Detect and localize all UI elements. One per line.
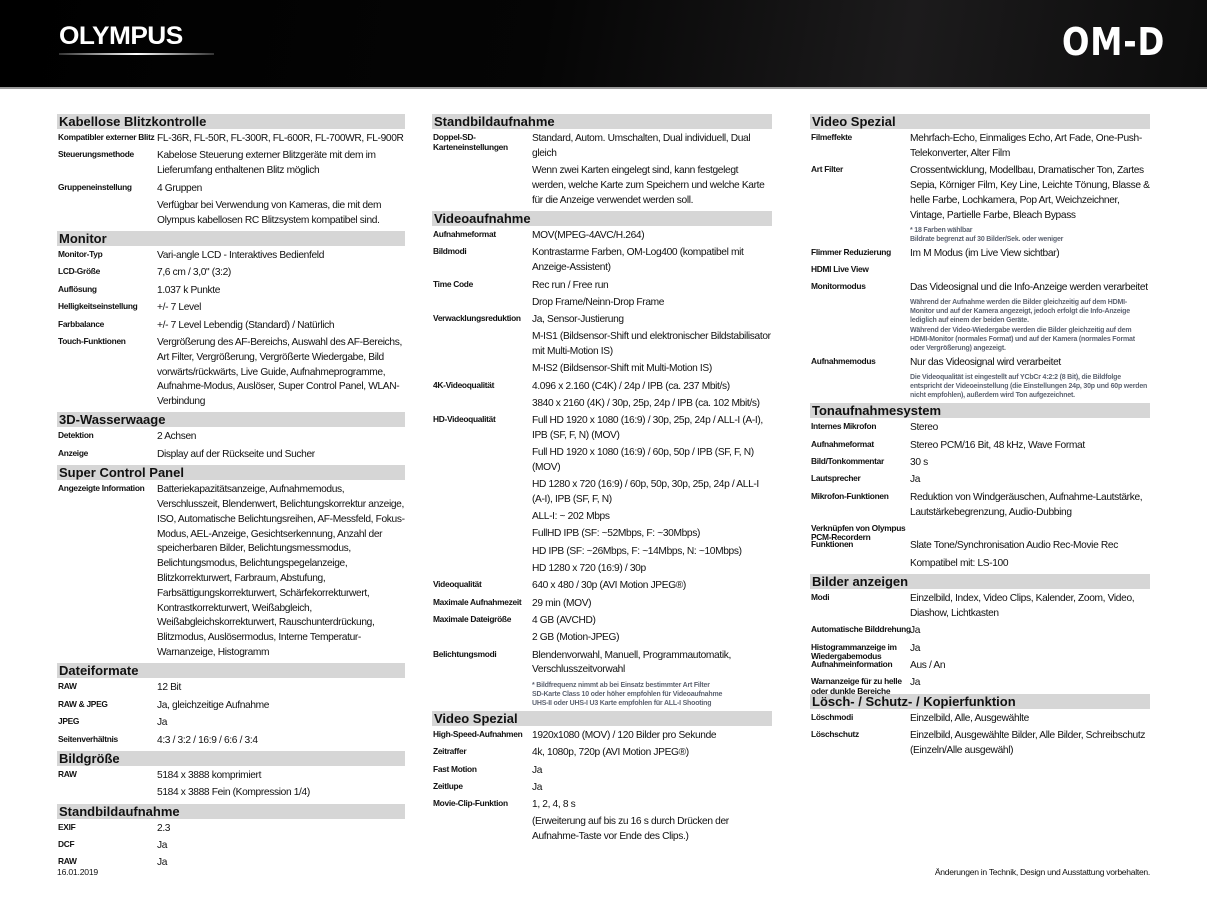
spec-footnote: Bildrate begrenzt auf 30 Bilder/Sek. oder weniger [910,235,1064,243]
spec-label: Aufnahmeinformation [811,659,893,670]
section-title: Video Spezial [432,711,772,726]
spec-label: LCD-Größe [58,266,100,277]
spec-label: Lautsprecher [811,473,861,484]
spec-row [432,229,772,244]
spec-value: Full HD 1920 x 1080 (16:9) / 60p, 50p / IPB (SF, F, N) (MOV) [532,447,754,474]
spec-row [57,699,405,714]
spec-row [810,164,1150,244]
spec-value: Ja, gleichzeitige Aufnahme [157,699,270,711]
spec-row [57,448,405,463]
section-title: Dateiformate [57,663,405,678]
spec-label: RAW [58,768,77,779]
spec-value: FullHD IPB (SF: ~52Mbps, F: ~30Mbps) [532,528,701,540]
spec-row [432,729,772,744]
spec-label: RAW [58,681,77,692]
spec-value: Ja [910,474,921,486]
spec-row [810,592,1150,622]
spec-value: 29 min (MOV) [532,597,592,609]
spec-label: Filmeffekte [811,132,852,142]
spec-label: Funktionen [811,539,854,550]
spec-row [810,522,1150,543]
spec-section [810,694,1150,759]
spec-row [810,281,1150,353]
spec-row [810,473,1150,488]
spec-value: +/- 7 Level Lebendig (Standard) / Natürlich [157,319,335,331]
spec-row [57,336,405,410]
spec-label: RAW [58,856,77,867]
spec-label: Fast Motion [433,763,477,774]
section-title: Video Spezial [810,114,1150,129]
spec-label: Mikrofon-Funktionen [811,490,889,501]
spec-row [810,439,1150,454]
spec-row [432,746,772,761]
spec-value: 2 GB (Motion-JPEG) [532,632,620,644]
spec-value: Crossentwicklung, Modellbau, Dramatischer Ton, Zartes Sepia, Körniger Film, Key Line, Leichte Tönung, Blasse & helle Farbe, Lochkamera, Pop Art, Weichzeichner, Vintage, Partielle Farbe, Bleach Bypass [910,165,1150,221]
spec-row [432,614,772,646]
spec-value: Verfügbar bei Verwendung von Kameras, die mit dem Olympus kabellosen RC Blitzsystem kompatibel sind. [157,199,382,226]
spec-value: 2 Achsen [157,431,197,443]
spec-value: Ja [910,677,921,689]
section-title: Kabellose Blitzkontrolle [57,114,405,129]
spec-value: Drop Frame/Neinn-Drop Frame [532,296,665,308]
spec-column-3 [810,114,1150,761]
spec-label: Videoqualität [433,579,482,590]
spec-row [810,247,1150,262]
section-title: Standbildaufnahme [432,114,772,129]
spec-value: 1.037 k Punkte [157,284,221,296]
spec-value: Standard, Autom. Umschalten, Dual individuell, Dual gleich [532,133,751,159]
spec-row [810,456,1150,471]
section-title: Videoaufnahme [432,211,772,226]
logo-underline [59,53,214,55]
spec-label: Verwacklungsreduktion [433,313,521,324]
spec-footnote: Während der Video-Wiedergabe werden die Bilder gleichzeitig auf dem HDMI-Monitor (normales Format) und auf der Kamera (normales Format oder Vergrößerung) angezeigt. [910,326,1135,352]
spec-label: Internes Mikrofon [811,421,877,432]
spec-value: 4:3 / 3:2 / 16:9 / 6:6 / 3:4 [157,734,258,746]
spec-value: 4.096 x 2.160 (C4K) / 24p / IPB (ca. 237 Mbit/s) [532,380,730,392]
spec-label: Angezeigte Information [58,483,145,494]
spec-value: Ja [532,764,543,776]
spec-value: Ja, Sensor-Justierung [532,314,624,326]
spec-footnote: * Bildfrequenz nimmt ab bei Einsatz bestimmter Art Filter [532,681,710,689]
spec-value: +/- 7 Level [157,302,202,314]
spec-value: FL-36R, FL-50R, FL-300R, FL-600R, FL-700WR, FL-900R [157,133,404,144]
spec-section [57,663,405,748]
spec-label: Automatische Bilddrehung [811,624,911,635]
spec-row [57,822,405,837]
spec-row [57,266,405,281]
spec-label: Doppel-SD-Karteneinstellungen [433,132,508,152]
spec-value: Slate Tone/Synchronisation Audio Rec-Movie Rec [910,540,1118,552]
spec-label: Maximale Dateigröße [433,613,512,624]
spec-row [57,716,405,731]
olympus-logo: OLYMPUS [59,22,183,50]
spec-label: Zeitlupe [433,780,463,791]
spec-row [57,284,405,299]
section-title: Bilder anzeigen [810,574,1150,589]
section-title: 3D-Wasserwaage [57,412,405,427]
section-title: Standbildaufnahme [57,804,405,819]
spec-label: Steuerungsmethode [58,149,134,160]
spec-value: HD 1280 x 720 (16:9) / 30p [532,562,646,574]
spec-value: 5184 x 3888 Fein (Kompression 1/4) [157,787,310,799]
spec-value: Reduktion von Windgeräuschen, Aufnahme-Lautstärke, Lautstärkebegrenzung, Audio-Dubbing [910,491,1143,518]
spec-value: Kontrastarme Farben, OM-Log400 (kompatibel mit Anzeige-Assistent) [532,247,744,274]
spec-value: Ja [157,857,168,869]
spec-row [432,798,772,845]
spec-section [810,574,1150,696]
spec-section [57,114,405,228]
spec-row [810,491,1150,521]
spec-label: Monitor-Typ [58,248,103,259]
spec-value: Einzelbild, Index, Video Clips, Kalender, Zoom, Video, Diashow, Lichtkasten [910,593,1135,619]
spec-label: High-Speed-Aufnahmen [433,728,523,739]
spec-value: 5184 x 3888 komprimiert [157,769,262,781]
spec-row [810,539,1150,571]
spec-row [432,579,772,594]
spec-value: ALL-I: ~ 202 Mbps [532,511,610,523]
spec-row [432,764,772,779]
spec-row [57,483,405,661]
spec-footnote: Während der Aufnahme werden die Bilder gleichzeitig auf dem HDMI-Monitor und auf der Kamera angezeigt, jedoch erfolgt die Info-Anzeige lediglich auf einem der beiden Geräte. [910,298,1130,325]
spec-value: (Erweiterung auf bis zu 16 s durch Drücken der Aufnahme-Taste vor Ende des Clips.) [532,816,729,843]
spec-value: Full HD 1920 x 1080 (16:9) / 30p, 25p, 24p / ALL-I (A-I), IPB (SF, F, N) (MOV) [532,415,763,442]
spec-value: Vari-angle LCD - Interaktives Bedienfeld [157,249,325,261]
spec-row [57,132,405,147]
spec-value: Stereo [910,422,938,434]
spec-label: Movie-Clip-Funktion [433,798,508,809]
spec-footnote: SD-Karte Class 10 oder höher empfohlen für Videoaufnahme [532,690,723,698]
spec-label: DCF [58,838,75,849]
spec-value: 4k, 1080p, 720p (AVI Motion JPEG®) [532,747,689,759]
spec-section [432,711,772,845]
spec-label: RAW & JPEG [58,698,108,709]
spec-label: Aufnahmemodus [811,355,876,366]
spec-label: Histogrammanzeige im Wiedergabemodus [811,641,897,662]
spec-value: Ja [910,625,921,637]
section-title: Bildgröße [57,751,405,766]
spec-label: Bild/Tonkommentar [811,455,884,466]
spec-label: Zeitraffer [433,746,467,757]
spec-label: Anzeige [58,447,89,458]
spec-label: Belichtungsmodi [433,648,497,659]
spec-footnote: * 18 Farben wählbar [910,226,973,234]
spec-value: 12 Bit [157,682,181,694]
spec-label: JPEG [58,716,80,727]
spec-label: Löschschutz [811,729,859,740]
spec-section [57,751,405,801]
section-title: Lösch- / Schutz- / Kopierfunktion [810,694,1150,709]
spec-section [432,211,772,708]
spec-section [57,804,405,872]
spec-row [57,681,405,696]
spec-value: Wenn zwei Karten eingelegt sind, kann festgelegt werden, welche Karte zum Speichern und welche Karte für die Anzeige verwendet werden soll. [532,164,765,206]
spec-value: HD IPB (SF: ~26Mbps, F: ~14Mbps, N: ~10Mbps) [532,545,742,557]
spec-value: Ja [157,717,168,729]
spec-row [810,659,1150,674]
spec-value: M-IS2 (Bildsensor-Shift mit Multi-Motion IS) [532,363,712,375]
spec-section [810,403,1150,571]
spec-row [810,421,1150,436]
spec-value: 1920x1080 (MOV) / 120 Bilder pro Sekunde [532,729,717,741]
spec-row [57,769,405,801]
spec-value: Kabelose Steuerung externer Blitzgeräte mit dem im Lieferumfang enthaltenen Blitz möglich [157,150,376,177]
spec-value: M-IS1 (Bildsensor-Shift und elektronischer Bildstabilisator mit Multi-Motion IS) [532,331,771,358]
spec-row [432,414,772,576]
spec-row [57,249,405,264]
spec-value: Kompatibel mit: LS-100 [910,557,1009,569]
spec-value: 7,6 cm / 3,0" (3:2) [157,267,231,279]
spec-label: Löschmodi [811,711,853,722]
section-title: Tonaufnahmesystem [810,403,1150,418]
spec-row [432,313,772,377]
spec-label: Modi [811,592,830,603]
spec-value: Rec run / Free run [532,279,609,291]
spec-value: 4 Gruppen [157,182,202,194]
spec-label: Flimmer Reduzierung [811,246,891,257]
spec-section [57,465,405,661]
spec-row [810,264,1150,278]
spec-section [432,114,772,208]
spec-row [57,839,405,854]
spec-row [432,649,772,709]
spec-row [810,624,1150,639]
spec-footnote: UHS-II oder UHS-I U3 Karte empfohlen für ALL-I Shooting [532,699,712,707]
spec-label: HDMI Live View [811,264,869,275]
spec-row [810,676,1150,696]
spec-row [432,597,772,612]
spec-value: Ja [532,781,543,793]
spec-row [810,641,1150,662]
spec-label: Gruppeneinstellung [58,181,132,192]
spec-label: Touch-Funktionen [58,335,126,346]
spec-row [432,279,772,311]
spec-row [810,132,1150,162]
spec-label: Maximale Aufnahmezeit [433,596,522,607]
spec-label: 4K-Videoqualität [433,379,495,390]
spec-row [57,734,405,749]
spec-label: Bildmodi [433,246,467,257]
spec-value: Im M Modus (im Live View sichtbar) [910,247,1060,259]
spec-label: Helligkeitseinstellung [58,301,138,312]
spec-row [432,781,772,796]
spec-value: 4 GB (AVCHD) [532,614,596,626]
spec-row [432,380,772,412]
spec-column-1 [57,114,405,874]
spec-row [432,132,772,208]
spec-label: Detektion [58,430,94,441]
spec-label: Seitenverhältnis [58,733,118,744]
spec-row [57,182,405,229]
spec-value: Stereo PCM/16 Bit, 48 kHz, Wave Format [910,439,1085,451]
spec-row [810,356,1150,401]
spec-label: Art Filter [811,164,843,175]
spec-value: 2.3 [157,822,171,834]
section-title: Monitor [57,231,405,246]
spec-row [810,712,1150,727]
document-date: 16.01.2019 [57,867,99,877]
spec-value: Nur das Videosignal wird verarbeitet [910,356,1061,368]
spec-value: Aus / An [910,660,946,672]
spec-row [57,149,405,179]
spec-label: Monitormodus [811,280,866,291]
spec-footnote: Die Videoqualität ist eingestellt auf YCbCr 4:2:2 (8 Bit), die Bildfolge entspricht der Videoeinstellung (die Einstellungen 24p, 30p und 60p werden nicht empfohlen), außerdem wird Ton aufgezeichnet. [910,373,1148,400]
spec-section [57,231,405,410]
spec-value: HD 1280 x 720 (16:9) / 60p, 50p, 30p, 25p, 24p / ALL-I (A-I), IPB (SF, F, N) [532,479,759,506]
spec-label: Aufnahmeformat [811,438,874,449]
spec-value: Ja [910,642,921,654]
spec-value: Batteriekapazitätsanzeige, Aufnahmemodus, Verschlusszeit, Blendenwert, Belichtungskorrektur anzeige, ISO, Automatische Belichtungsreihen, AF-Messfeld, Fokus-Modus, AEL-Anzeige, Gesichtserkennung, Anzahl der speicherbaren Bilder, Belichtungsmessmodus, Belichtungsmodus, Belichtungspegelanzeige, Blitzkorrekturwert, Farbraum, Abstufung, Farbsättigungskorrekturwert, Schärfekorrekturwert, Kontrastkorrekturwert, Weißabgleich, Weißabgleichskorrekturwert, Rauschunterdrückung, Blitzmodus, Auslösermodus, Interne Temperatur-Warnanzeige, Histogramm [157,484,405,659]
spec-value: Vergrößerung des AF-Bereichs, Auswahl des AF-Bereichs, Art Filter, Vergrößerung, Vergrößerte Wiedergabe, Bild vorwärts/rückwärts, Live Guide, Aufnahmeprogramme, Aufnahme-Modus, Auslöser, Super Control Panel, WLAN-Verbindung [157,336,402,408]
spec-value: 30 s [910,456,928,468]
spec-label: Warnanzeige für zu helle oder dunkle Bereiche [811,676,902,696]
spec-section [57,412,405,462]
spec-row [810,729,1150,759]
spec-label: EXIF [58,821,76,832]
spec-value: Ja [157,839,168,851]
spec-value: 640 x 480 / 30p (AVI Motion JPEG®) [532,580,686,592]
spec-value: 1, 2, 4, 8 s [532,799,576,811]
spec-row [432,246,772,276]
spec-row [57,430,405,445]
spec-value: Einzelbild, Alle, Ausgewählte [910,712,1029,724]
spec-value: 3840 x 2160 (4K) / 30p, 25p, 24p / IPB (ca. 102 Mbit/s) [532,397,760,409]
spec-row [57,319,405,334]
spec-value: Mehrfach-Echo, Einmaliges Echo, Art Fade, One-Push-Telekonverter, Alter Film [910,133,1142,159]
spec-section [810,114,1150,401]
spec-label: Verknüpfen von Olympus PCM-Recordern [811,522,906,543]
spec-label: Farbbalance [58,318,105,329]
header-banner [0,0,1207,89]
spec-value: Einzelbild, Ausgewählte Bilder, Alle Bilder, Schreibschutz (Einzeln/Alle ausgewähl) [910,730,1146,756]
spec-value: Display auf der Rückseite und Sucher [157,448,315,460]
spec-label: Time Code [433,278,473,289]
spec-row [57,301,405,316]
spec-value: Das Videosignal und die Info-Anzeige werden verarbeitet [910,281,1148,293]
spec-value: Blendenvorwahl, Manuell, Programmautomatik, Verschlusszeitvorwahl [532,649,731,676]
spec-label: HD-Videoqualität [433,414,496,425]
spec-row [57,856,405,871]
spec-column-2 [432,114,772,848]
spec-label: Auflösung [58,283,97,294]
spec-label: Aufnahmeformat [433,228,496,239]
section-title: Super Control Panel [57,465,405,480]
disclaimer: Änderungen in Technik, Design und Ausstattung vorbehalten. [934,867,1150,877]
spec-value: MOV(MPEG-4AVC/H.264) [532,229,645,241]
spec-label: Kompatibler externer Blitz [58,132,155,142]
omd-logo: OM-D [1062,20,1166,64]
